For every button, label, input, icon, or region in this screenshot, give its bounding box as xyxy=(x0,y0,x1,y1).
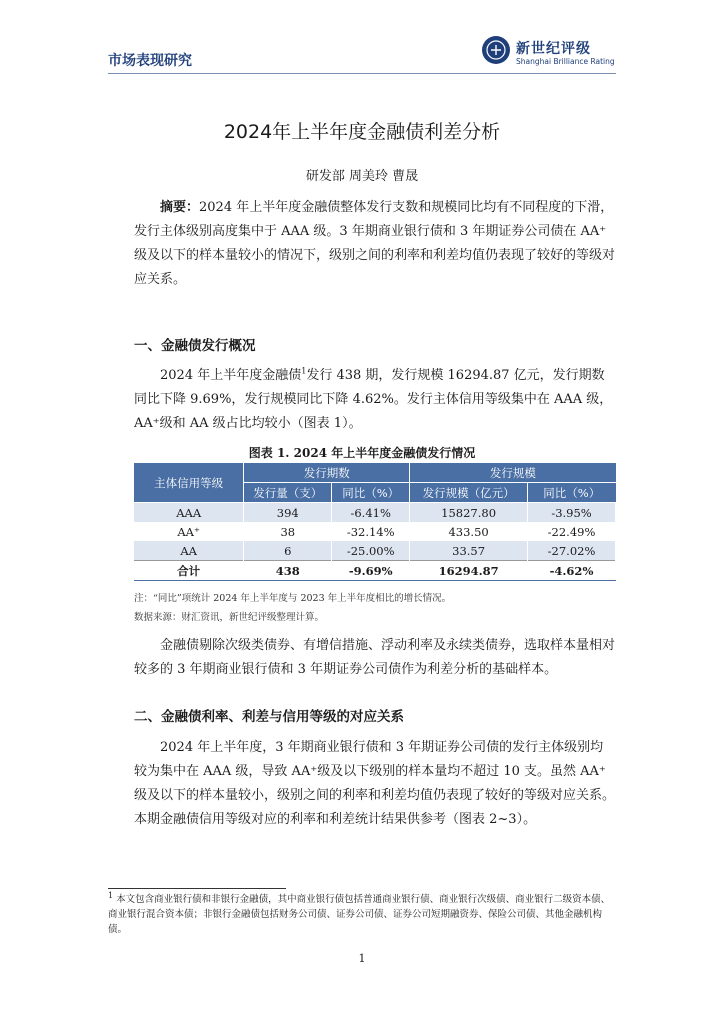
table-row-total xyxy=(134,561,616,581)
cell-scale: 433.50 xyxy=(410,522,528,541)
cell-count-yoy: -25.00% xyxy=(332,541,410,561)
abstract-text: 2024 年上半年度金融债整体发行支数和规模同比均有不同程度的下滑，发行主体级别高度集中于 AAA 级。3 年期商业银行债和 3 年期证券公司债在 AA⁺级及以下的样本量较小的情况下，级别之间的利率和利差均值仍表现了较好的等级对应关系。 xyxy=(134,200,616,287)
cell-count: 394 xyxy=(244,503,332,523)
header-count-group: 发行期数 xyxy=(244,463,410,483)
table-row xyxy=(134,541,616,561)
logo-subtitle: Shanghai Brilliance Rating xyxy=(516,57,615,66)
cell-scale-yoy: -27.02% xyxy=(528,541,616,561)
table-source: 数据来源：财汇资讯，新世纪评级整理计算。 xyxy=(134,612,325,623)
logo-emblem-icon xyxy=(482,36,510,64)
header-scale-group: 发行规模 xyxy=(410,463,616,483)
section1-text-b: 发行 438 期，发行规模 16294.87 亿元，发行期数同比下降 9.69%，发行规模同比下降 4.62%。发行主体信用等级集中在 AAA 级，AA⁺级和 AA 级占比均较小（图表 1）。 xyxy=(134,368,613,431)
cell-scale: 15827.80 xyxy=(410,503,528,523)
cell-rating: AAA xyxy=(134,503,244,523)
cell-count: 6 xyxy=(244,541,332,561)
section1-paragraph xyxy=(134,364,616,436)
authors: 研发部 周美玲 曹晟 xyxy=(305,169,419,184)
cell-rating: AA⁺ xyxy=(134,522,244,541)
cell-scale-yoy: -22.49% xyxy=(528,522,616,541)
cell-rating: 合计 xyxy=(134,561,244,581)
header-count: 发行量（支） xyxy=(244,483,332,503)
section2-paragraph: 2024 年上半年度，3 年期商业银行债和 3 年期证券公司债的发行主体级别均较为集中在 AAA 级，导致 AA⁺级及以下级别的样本量均不超过 10 支。虽然 AA⁺级及以下的样本量较小，级别之间的利率和利差均值仍表现了较好的等级对应关系。本期金融债信用等级对应的利率和利差统计结果供参考（图表 2~3）。 xyxy=(134,740,616,827)
abstract-label: 摘要： xyxy=(160,200,200,215)
footnote-mark: 1 xyxy=(108,890,114,900)
cell-scale: 33.57 xyxy=(410,541,528,561)
section1-paragraph-2: 金融债剔除次级类债券、有增信措施、浮动利率及永续类债券，选取样本量相对较多的 3 年期商业银行债和 3 年期证券公司债作为利差分析的基础样本。 xyxy=(134,638,616,677)
cell-count: 38 xyxy=(244,522,332,541)
section1-text-a: 2024 年上半年度金融债 xyxy=(160,368,302,383)
header-scale: 发行规模（亿元） xyxy=(410,483,528,503)
cell-count-yoy: -6.41% xyxy=(332,503,410,523)
cell-scale-yoy: -3.95% xyxy=(528,503,616,523)
cell-count-yoy: -32.14% xyxy=(332,522,410,541)
page-title: 2024年上半年度金融债利差分析 xyxy=(223,121,501,143)
header-scale-yoy: 同比（%） xyxy=(528,483,616,503)
table-row xyxy=(134,503,616,523)
page-number: 1 xyxy=(358,952,366,965)
footnote-text: 本文包含商业银行债和非银行金融债，其中商业银行债包括普通商业银行债、商业银行次级债、商业银行二级资本债、商业银行混合资本债；非银行金融债包括财务公司债、证券公司债、证券公司短期融资券、保险公司债、其他金融机构债。 xyxy=(108,894,611,935)
header-rating: 主体信用等级 xyxy=(134,463,244,503)
section-heading-2: 二、金融债利率、利差与信用等级的对应关系 xyxy=(134,709,404,725)
cell-count: 438 xyxy=(244,561,332,581)
cell-scale: 16294.87 xyxy=(410,561,528,581)
footnote xyxy=(108,892,616,937)
footnote-ref: 1 xyxy=(301,366,307,376)
abstract xyxy=(134,196,616,292)
section-label: 市场表现研究 xyxy=(108,53,192,69)
cell-count-yoy: -9.69% xyxy=(332,561,410,581)
header-divider xyxy=(108,73,616,74)
header-count-yoy: 同比（%） xyxy=(332,483,410,503)
cell-scale-yoy: -4.62% xyxy=(528,561,616,581)
section-heading-1: 一、金融债发行概况 xyxy=(134,338,256,354)
logo-name: 新世纪评级 xyxy=(516,41,591,57)
footnote-divider xyxy=(108,888,286,889)
table-title: 图表 1. 2024 年上半年度金融债发行情况 xyxy=(248,446,476,460)
table-note: 注：“同比”项统计 2024 年上半年度与 2023 年上半年度相比的增长情况。 xyxy=(134,593,452,604)
table-row xyxy=(134,522,616,541)
issuance-table xyxy=(134,463,616,581)
cell-rating: AA xyxy=(134,541,244,561)
